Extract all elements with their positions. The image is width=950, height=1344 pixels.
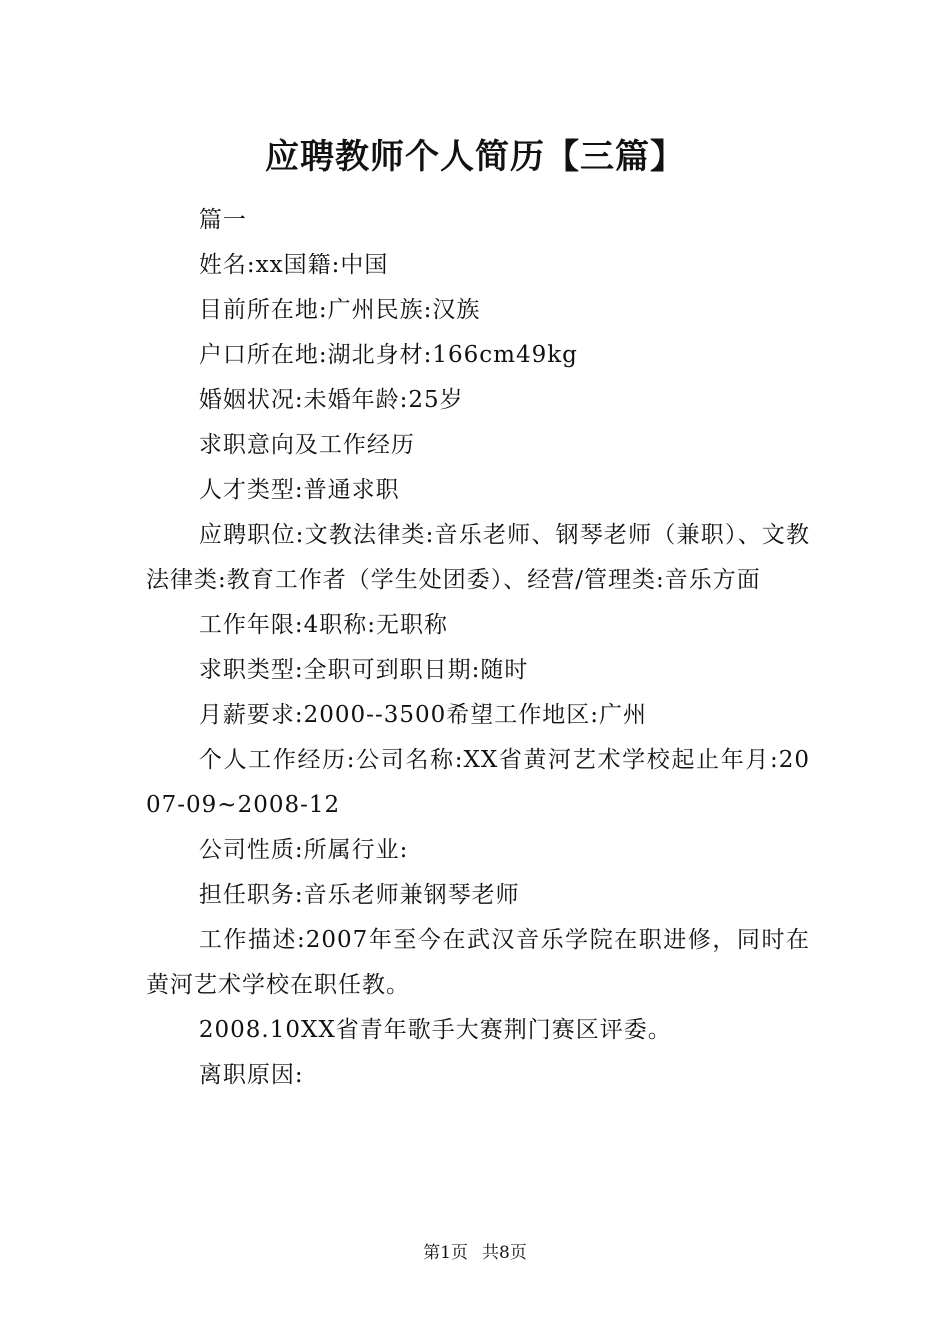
paragraph: 月薪要求:2000--3500希望工作地区:广州 (198, 702, 647, 728)
paragraph: 目前所在地:广州民族:汉族 (198, 297, 481, 323)
paragraph: 离职原因: (198, 1062, 304, 1088)
paragraph: 工作年限:4职称:无职称 (198, 612, 449, 638)
paragraph: 婚姻状况:未婚年龄:25岁 (198, 387, 464, 413)
paragraph: 担任职务:音乐老师兼钢琴老师 (198, 882, 520, 908)
paragraph: 人才类型:普通求职 (198, 477, 400, 503)
page-total: 共8页 (482, 1243, 527, 1263)
page-number: 第1页 (423, 1243, 468, 1263)
paragraph: 求职意向及工作经历 (198, 432, 415, 458)
paragraph: 公司性质:所属行业: (198, 837, 409, 863)
paragraph: 应聘职位:文教法律类:音乐老师、钢琴老师（兼职）、文教法律类:教育工作者（学生处团委）、经营/管理类:音乐方面 (146, 522, 810, 593)
document-body (146, 198, 810, 1098)
paragraph: 个人工作经历:公司名称:XX省黄河艺术学校起止年月:2007-09~2008-12 (146, 747, 810, 818)
paragraph: 篇一 (198, 207, 247, 233)
paragraph: 2008.10XX省青年歌手大赛荆门赛区评委。 (198, 1017, 672, 1043)
page-footer (0, 1239, 950, 1267)
paragraph: 求职类型:全职可到职日期:随时 (198, 657, 529, 683)
document-title: 应聘教师个人简历【三篇】 (265, 137, 685, 177)
paragraph: 工作描述:2007年至今在武汉音乐学院在职进修，同时在黄河艺术学校在职任教。 (146, 927, 810, 998)
paragraph: 姓名:xx国籍:中国 (198, 252, 389, 278)
paragraph: 户口所在地:湖北身材:166cm49kg (198, 342, 578, 368)
